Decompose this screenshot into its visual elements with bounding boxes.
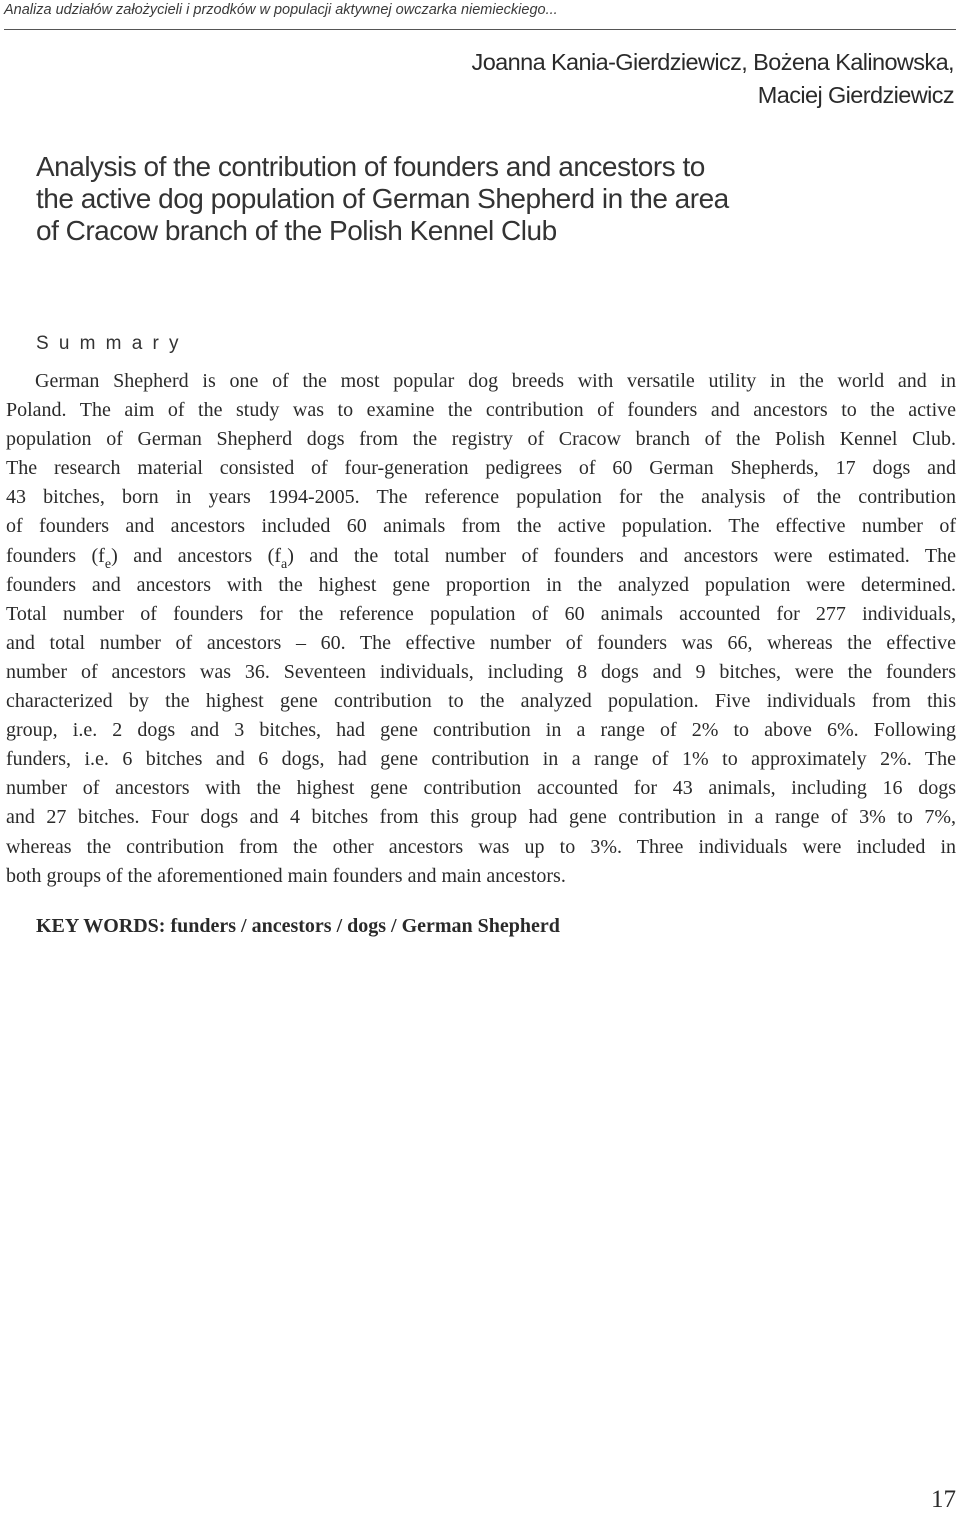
abstract-line: 43 bitches, born in years 1994-2005. The reference population for the analysis of the contribution [6, 486, 956, 509]
title-line-1: Analysis of the contribution of founders and ancestors to [36, 151, 705, 182]
subscript-a: a [281, 556, 288, 572]
subscript-e: e [104, 556, 112, 572]
page-number: 17 [931, 1486, 956, 1513]
abstract-line: both groups of the aforementioned main founders and main ancestors. [6, 864, 566, 887]
abstract-line: number of ancestors was 36. Seventeen individuals, including 8 dogs and 9 bitches, were the founders [6, 660, 956, 683]
abstract-text: ) and the total number of founders and ancestors were estimated. The [287, 544, 956, 567]
abstract-line: group, i.e. 2 dogs and 3 bitches, had gene contribution in a range of 2% to above 6%. Following [6, 719, 956, 742]
abstract-line: of founders and ancestors included 60 animals from the active population. The effective number of [6, 515, 956, 538]
title-line-3: of Cracow branch of the Polish Kennel Club [36, 215, 557, 246]
abstract-line: Poland. The aim of the study was to examine the contribution of founders and ancestors to the active [6, 399, 956, 422]
abstract-line: characterized by the highest gene contribution to the analyzed population. Five individuals from this [6, 690, 956, 713]
abstract-text: ) and ancestors (f [111, 544, 281, 567]
abstract [6, 367, 956, 891]
abstract-line: Total number of founders for the reference population of 60 animals accounted for 277 individuals, [6, 602, 956, 625]
abstract-line: number of ancestors with the highest gene contribution accounted for 43 animals, including 16 dogs [6, 777, 956, 800]
authors [254, 46, 954, 112]
abstract-line: population of German Shepherd dogs from the registry of Cracow branch of the Polish Kennel Club. [6, 428, 956, 451]
keywords: KEY WORDS: funders / ancestors / dogs / German Shepherd [36, 915, 560, 937]
abstract-line: whereas the contribution from the other ancestors was up to 3%. Three individuals were included in [6, 835, 956, 858]
summary-heading: Summary [36, 333, 189, 354]
abstract-line: The research material consisted of four-generation pedigrees of 60 German Shepherds, 17 dogs and [6, 457, 956, 480]
abstract-line: and total number of ancestors – 60. The effective number of founders was 66, whereas the effective [6, 631, 956, 654]
authors-line-1: Joanna Kania-Gierdziewicz, Bożena Kalinowska, [471, 49, 954, 75]
authors-line-2: Maciej Gierdziewicz [757, 82, 954, 108]
title-line-2: the active dog population of German Shepherd in the area [36, 183, 729, 214]
abstract-line: German Shepherd is one of the most popular dog breeds with versatile utility in the world and in [35, 370, 956, 392]
abstract-line: founders and ancestors with the highest gene proportion in the analyzed population were determined. [6, 573, 956, 596]
abstract-line-with-subscripts [6, 542, 956, 571]
article-title [36, 151, 936, 247]
running-header: Analiza udziałów założycieli i przodków w populacji aktywnej owczarka niemieckiego... [4, 0, 956, 30]
abstract-line: funders, i.e. 6 bitches and 6 dogs, had gene contribution in a range of 1% to approximately 2%. The [6, 748, 956, 771]
abstract-line: and 27 bitches. Four dogs and 4 bitches from this group had gene contribution in a range of 3% to 7%, [6, 806, 956, 829]
abstract-text: founders (f [6, 544, 105, 567]
